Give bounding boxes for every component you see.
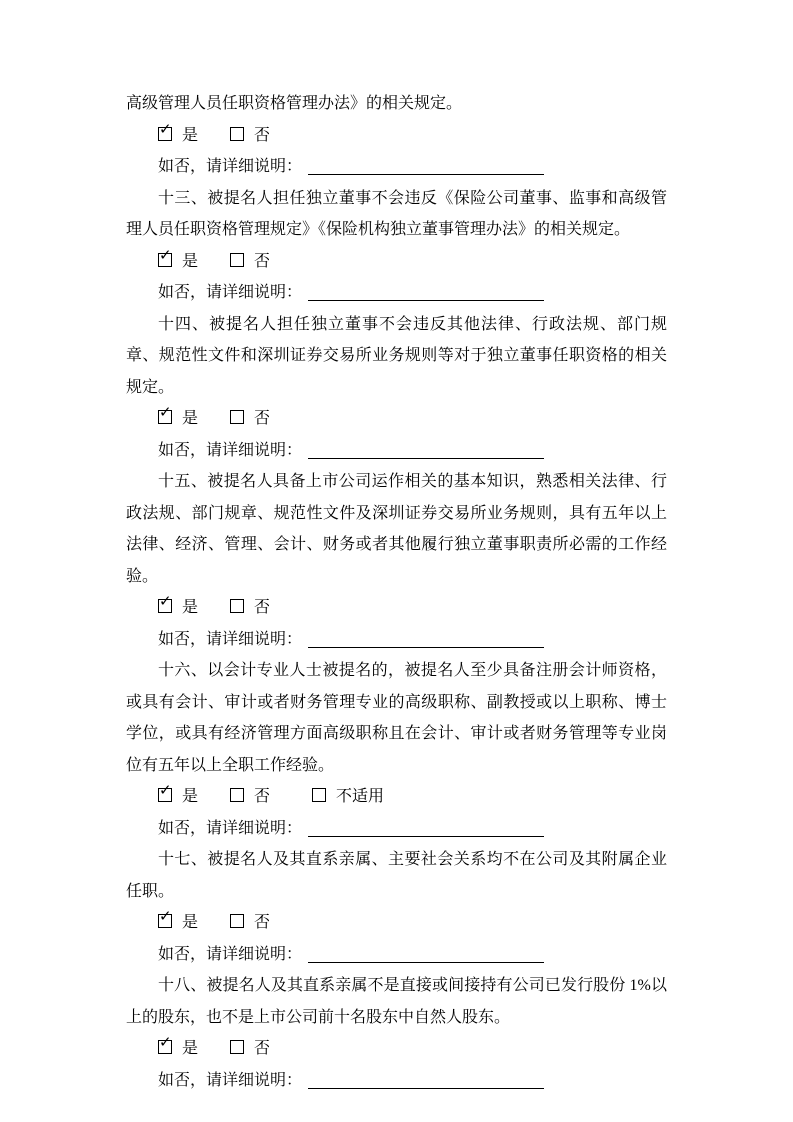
choice-no-label: 否 xyxy=(254,788,271,805)
item-statement: 十七、被提名人及其直系亲属、主要社会关系均不在公司及其附属企业任职。 xyxy=(126,851,667,900)
checkbox-yes[interactable] xyxy=(158,592,172,613)
checkbox-no[interactable] xyxy=(230,599,244,613)
choice-no-label: 否 xyxy=(254,126,271,144)
form-item xyxy=(126,88,667,183)
checkbox-no[interactable] xyxy=(230,914,244,928)
choice-row xyxy=(126,120,667,152)
choice-row xyxy=(126,781,667,813)
checkbox-no[interactable] xyxy=(230,253,244,267)
fill-in-blank[interactable] xyxy=(308,643,544,648)
choice-yes xyxy=(158,245,199,270)
checkbox-no[interactable] xyxy=(230,127,244,141)
checkbox-no[interactable] xyxy=(230,410,244,424)
choice-row xyxy=(126,246,667,278)
choice-yes-label: 是 xyxy=(182,126,199,144)
form-item xyxy=(126,183,667,309)
item-statement: 十八、被提名人及其直系亲属不是直接或间接持有公司已发行股份 1%以上的股东，也不是上市公司前十名股东中自然人股东。 xyxy=(126,977,667,1026)
checkbox-yes[interactable] xyxy=(158,245,172,267)
followup-row xyxy=(126,939,667,971)
checkbox-yes[interactable] xyxy=(158,403,172,424)
choice-no-label: 否 xyxy=(254,599,271,616)
choice-row xyxy=(126,403,667,435)
checkbox-yes[interactable] xyxy=(158,781,172,802)
checkbox-no[interactable] xyxy=(230,1040,244,1054)
fill-in-blank[interactable] xyxy=(308,296,544,301)
choice-no xyxy=(230,410,270,427)
choice-no-label: 否 xyxy=(254,914,271,931)
choice-yes-label: 是 xyxy=(182,599,199,616)
checkbox-yes[interactable] xyxy=(158,1033,172,1054)
checkbox-yes[interactable] xyxy=(158,907,172,928)
choice-no-label: 否 xyxy=(254,252,271,270)
checkbox-not-applicable[interactable] xyxy=(312,788,326,802)
form-item xyxy=(126,970,667,1096)
choice-yes xyxy=(158,907,199,931)
choice-yes-label: 是 xyxy=(182,1040,199,1057)
check-mark-icon: ✓ xyxy=(159,781,172,799)
form-item xyxy=(126,844,667,970)
choice-no xyxy=(230,914,270,931)
item-statement: 十三、被提名人担任独立董事不会违反《保险公司董事、监事和高级管理人员任职资格管理规定》《保险机构独立董事管理办法》的相关规定。 xyxy=(126,189,667,238)
choice-no-label: 否 xyxy=(254,410,271,427)
followup-label: 如否，请详细说明： xyxy=(158,819,303,837)
choice-no xyxy=(230,253,270,270)
fill-in-blank[interactable] xyxy=(308,170,544,175)
followup-label: 如否，请详细说明： xyxy=(158,158,303,175)
followup-label: 如否，请详细说明： xyxy=(158,284,303,301)
choice-row xyxy=(126,907,667,939)
followup-label: 如否，请详细说明： xyxy=(158,441,303,459)
form-item xyxy=(126,466,667,655)
check-mark-icon: ✓ xyxy=(159,245,172,264)
choice-no xyxy=(230,127,270,144)
followup-row xyxy=(126,813,667,845)
check-mark-icon: ✓ xyxy=(159,403,172,421)
form-item xyxy=(126,655,667,844)
choice-yes-label: 是 xyxy=(182,252,199,270)
followup-label: 如否，请详细说明： xyxy=(158,945,303,963)
choice-yes-label: 是 xyxy=(182,914,199,931)
choice-yes xyxy=(158,119,199,144)
choice-yes xyxy=(158,781,199,805)
followup-row xyxy=(126,277,667,309)
choice-no xyxy=(230,788,270,805)
item-statement: 十六、以会计专业人士被提名的，被提名人至少具备注册会计师资格，或具有会计、审计或者财务管理专业的高级职称、副教授或以上职称、博士学位，或具有经济管理方面高级职称且在会计、审计或者财务管理等专业岗位有五年以上全职工作经验。 xyxy=(126,662,667,774)
followup-label: 如否，请详细说明： xyxy=(158,1071,303,1089)
fill-in-blank[interactable] xyxy=(308,832,544,837)
choice-row xyxy=(126,1033,667,1065)
choice-not-applicable-label: 不适用 xyxy=(336,788,385,805)
choice-no xyxy=(230,1040,270,1057)
check-mark-icon: ✓ xyxy=(159,907,172,925)
followup-label: 如否，请详细说明： xyxy=(158,630,303,648)
choice-yes xyxy=(158,592,199,616)
item-statement: 十五、被提名人具备上市公司运作相关的基本知识，熟悉相关法律、行政法规、部门规章、规范性文件及深圳证券交易所业务规则，具有五年以上法律、经济、管理、会计、财务或者其他履行独立董事职责所必需的工作经验。 xyxy=(126,473,667,585)
fill-in-blank[interactable] xyxy=(308,1084,544,1089)
fill-in-blank[interactable] xyxy=(308,958,544,963)
choice-row xyxy=(126,592,667,624)
followup-row xyxy=(126,1065,667,1097)
followup-row xyxy=(126,624,667,656)
item-statement: 高级管理人员任职资格管理办法》的相关规定。 xyxy=(126,95,463,112)
followup-row xyxy=(126,435,667,467)
choice-not-applicable xyxy=(312,788,384,805)
choice-yes xyxy=(158,1033,199,1057)
choice-yes xyxy=(158,403,199,427)
item-statement: 十四、被提名人担任独立董事不会违反其他法律、行政法规、部门规章、规范性文件和深圳证券交易所业务规则等对于独立董事任职资格的相关规定。 xyxy=(126,315,667,396)
check-mark-icon: ✓ xyxy=(159,119,172,138)
checkbox-yes[interactable] xyxy=(158,119,172,141)
choice-no xyxy=(230,599,270,616)
check-mark-icon: ✓ xyxy=(159,592,172,610)
choice-yes-label: 是 xyxy=(182,788,199,805)
check-mark-icon: ✓ xyxy=(159,1033,172,1051)
checkbox-no[interactable] xyxy=(230,788,244,802)
followup-row xyxy=(126,151,667,183)
choice-no-label: 否 xyxy=(254,1040,271,1057)
choice-yes-label: 是 xyxy=(182,410,199,427)
fill-in-blank[interactable] xyxy=(308,454,544,459)
form-item xyxy=(126,309,667,467)
